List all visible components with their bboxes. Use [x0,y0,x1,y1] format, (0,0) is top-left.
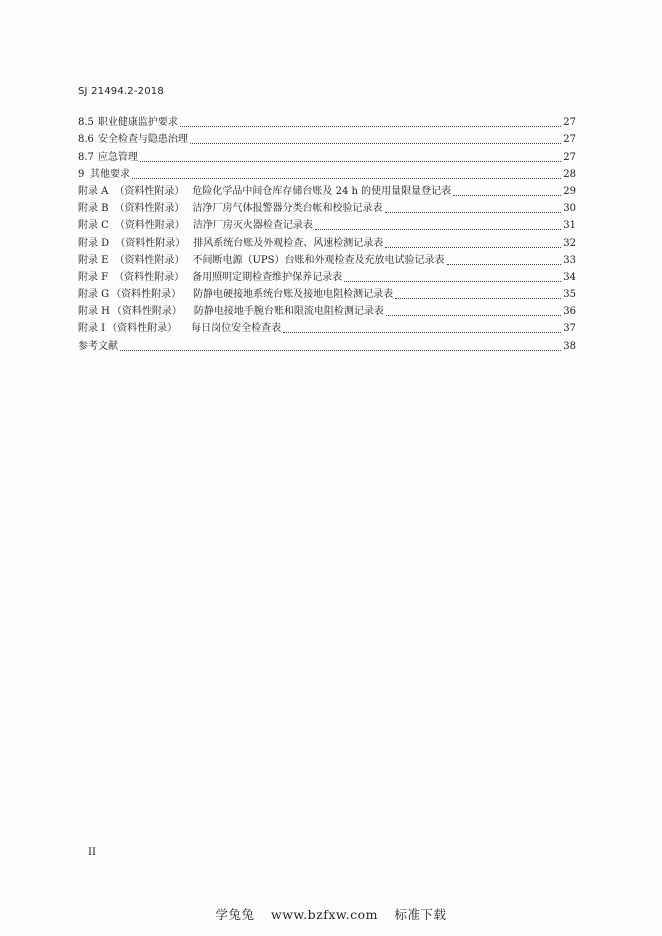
toc-entry-label [78,238,383,250]
toc-leader-dots [120,350,561,351]
toc-entry-appendix-h[interactable] [78,301,576,318]
toc-entry-page: 29 [563,185,576,197]
toc-appendix-kind: （资料性附录） [111,289,182,301]
toc-leader-dots [190,143,561,144]
toc-entry-appendix-c[interactable] [78,215,576,232]
toc-appendix-id: 附录 F [78,271,109,283]
toc-entry-title: 防静电硬接地系统台账及接地电阻检测记录表 [193,289,394,301]
toc-entry-appendix-f[interactable] [78,267,576,284]
toc-entry-title: 不间断电源（UPS）台账和外观检查及充放电试验记录表 [192,254,445,266]
toc-entry-label [78,117,178,129]
toc-entry-title: 职业健康监护要求 [97,117,178,129]
toc-leader-dots [385,247,561,248]
toc-entry-label [78,203,383,215]
toc-appendix-kind: （资料性附录） [114,185,185,197]
toc-appendix-kind: （资料性附录） [107,323,178,335]
toc-entry-appendix-i[interactable] [78,318,576,335]
toc-entry-label [78,255,445,267]
toc-entry-number: 9 [78,168,85,180]
toc-leader-dots [453,195,561,196]
toc-leader-dots [385,212,561,213]
toc-appendix-id: 附录 G [78,289,110,301]
toc-entry-appendix-g[interactable] [78,284,576,301]
toc-entry-label [78,272,342,284]
page-number: II [88,847,96,858]
toc-entry-8-5[interactable] [78,112,576,129]
watermark-footer [0,905,662,923]
toc-leader-dots [447,264,562,265]
toc-entry-title: 洁净厂房气体报警器分类台帐和校验记录表 [192,203,383,215]
toc-appendix-kind: （资料性附录） [114,220,185,232]
toc-entry-title: 应急管理 [97,151,138,163]
site-slogan: 标准下载 [394,907,447,922]
toc-leader-dots [140,161,561,162]
toc-leader-dots [132,178,561,179]
toc-entry-page: 38 [563,340,576,352]
toc-entry-page: 34 [563,271,576,283]
toc-leader-dots [315,229,561,230]
toc-entry-label [78,306,384,318]
toc-leader-dots [386,315,561,316]
toc-entry-label [78,186,451,198]
toc-entry-page: 27 [563,134,576,146]
toc-entry-title: 备用照明定期检查维护保养记录表 [192,271,343,283]
toc-leader-dots [283,332,561,333]
toc-appendix-id: 附录 I [78,323,106,335]
toc-entry-page: 27 [563,117,576,129]
toc-entry-number: 8.7 [78,151,94,163]
toc-entry-appendix-e[interactable] [78,250,576,267]
toc-entry-appendix-b[interactable] [78,198,576,215]
toc-appendix-kind: （资料性附录） [114,271,185,283]
toc-entry-label [78,220,313,232]
toc-appendix-kind: （资料性附录） [114,203,185,215]
toc-appendix-id: 附录 H [78,306,110,318]
toc-entry-appendix-d[interactable] [78,232,576,249]
toc-entry-number: 8.6 [78,134,94,146]
toc-appendix-id: 附录 A [78,185,109,197]
toc-entry-appendix-a[interactable] [78,181,576,198]
toc-leader-dots [180,126,561,127]
toc-entry-number: 8.5 [78,117,94,129]
table-of-contents [78,112,576,353]
toc-entry-title: 其他要求 [90,168,130,180]
standard-code: SJ 21494.2-2018 [78,86,164,97]
toc-entry-title: 参考文献 [78,340,118,352]
toc-leader-dots [344,281,561,282]
toc-entry-8-6[interactable] [78,129,576,146]
toc-entry-page: 36 [563,306,576,318]
toc-entry-title: 排风系统台账及外观检查、风速检测记录表 [193,237,384,249]
toc-appendix-kind: （资料性附录） [111,306,182,318]
toc-entry-page: 33 [563,254,576,266]
toc-appendix-id: 附录 D [78,237,110,249]
toc-appendix-id: 附录 C [78,220,109,232]
toc-entry-label [78,169,130,181]
toc-entry-title: 危险化学品中间仓库存储台账及 24 h 的使用量限量登记表 [192,185,452,197]
toc-leader-dots [395,298,561,299]
toc-entry-label [78,341,118,353]
toc-entry-page: 27 [563,151,576,163]
toc-entry-label [78,152,138,164]
toc-entry-title: 每日岗位安全检查表 [191,323,282,335]
toc-appendix-id: 附录 B [78,203,109,215]
toc-entry-page: 30 [563,203,576,215]
toc-entry-label [78,134,188,146]
toc-entry-page: 28 [563,168,576,180]
toc-entry-9[interactable] [78,164,576,181]
toc-appendix-kind: （资料性附录） [114,254,185,266]
toc-entry-page: 35 [563,289,576,301]
toc-entry-label [78,323,281,335]
toc-entry-label [78,289,393,301]
toc-entry-page: 31 [563,220,576,232]
toc-appendix-id: 附录 E [78,254,109,266]
toc-entry-page: 32 [563,237,576,249]
toc-entry-page: 37 [563,323,576,335]
toc-entry-title: 洁净厂房灭火器检查记录表 [192,220,313,232]
toc-entry-title: 安全检查与隐患治理 [97,134,188,146]
site-name: 学兔兔 [215,907,255,922]
toc-entry-references[interactable] [78,335,576,352]
toc-entry-8-7[interactable] [78,146,576,163]
toc-appendix-kind: （资料性附录） [115,237,186,249]
site-url: www.bzfxw.com [271,907,378,922]
toc-entry-title: 防静电接地手腕台账和限流电阻检测记录表 [193,306,384,318]
